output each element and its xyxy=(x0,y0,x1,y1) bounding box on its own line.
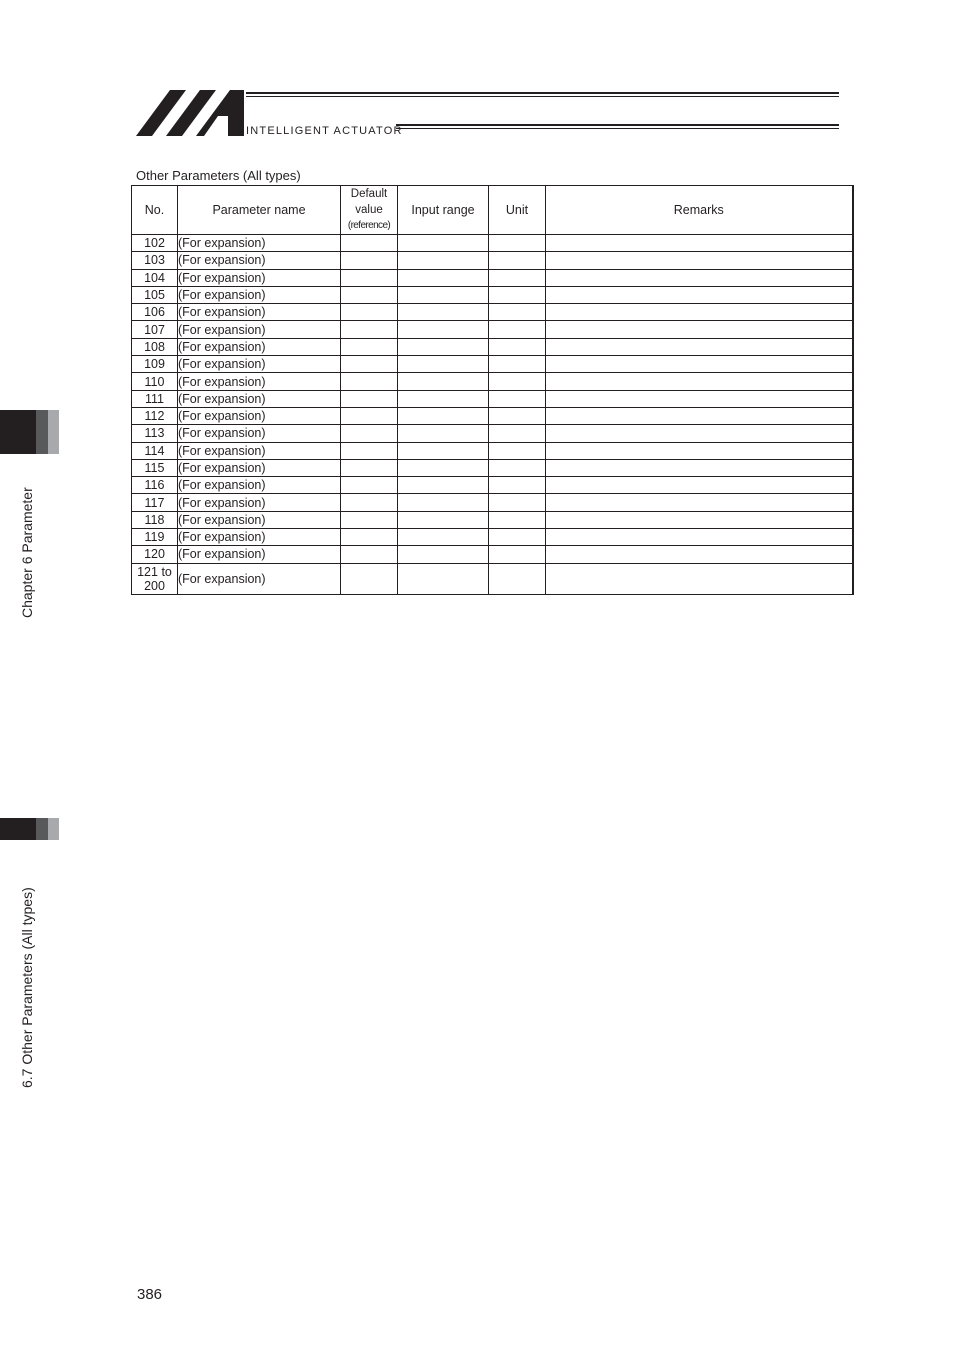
row-input-range xyxy=(398,546,489,563)
table-row xyxy=(132,407,853,424)
row-parameter-name: (For expansion) xyxy=(178,286,341,303)
row-unit xyxy=(489,373,546,390)
row-no: 103 xyxy=(132,252,178,269)
header-rule-top-thin xyxy=(246,96,839,97)
row-no-line1: 121 to xyxy=(137,564,172,579)
row-default-value xyxy=(341,304,398,321)
row-no-line2: 200 xyxy=(144,578,165,593)
row-input-range xyxy=(398,373,489,390)
row-no: 116 xyxy=(132,477,178,494)
row-unit xyxy=(489,442,546,459)
row-input-range xyxy=(398,338,489,355)
row-unit xyxy=(489,546,546,563)
row-input-range xyxy=(398,321,489,338)
table-row xyxy=(132,546,853,563)
section-tab-dark xyxy=(0,818,36,840)
row-parameter-name: (For expansion) xyxy=(178,321,341,338)
row-default-value xyxy=(341,529,398,546)
row-no: 105 xyxy=(132,286,178,303)
table-row xyxy=(132,338,853,355)
page-number: 386 xyxy=(137,1286,163,1303)
row-remarks xyxy=(546,235,853,252)
row-remarks xyxy=(546,477,853,494)
row-remarks xyxy=(546,373,853,390)
row-parameter-name: (For expansion) xyxy=(178,425,341,442)
chapter-tab-dark xyxy=(0,410,36,454)
row-unit xyxy=(489,407,546,424)
table-row xyxy=(132,321,853,338)
row-remarks xyxy=(546,407,853,424)
row-unit xyxy=(489,529,546,546)
row-parameter-name: (For expansion) xyxy=(178,338,341,355)
row-default-value xyxy=(341,546,398,563)
row-default-value xyxy=(341,286,398,303)
row-default-value xyxy=(341,494,398,511)
row-parameter-name: (For expansion) xyxy=(178,252,341,269)
row-no: 117 xyxy=(132,494,178,511)
row-parameter-name: (For expansion) xyxy=(178,546,341,563)
row-unit xyxy=(489,511,546,528)
row-input-range xyxy=(398,425,489,442)
row-input-range xyxy=(398,390,489,407)
table-row xyxy=(132,252,853,269)
row-parameter-name: (For expansion) xyxy=(178,390,341,407)
row-parameter-name: (For expansion) xyxy=(178,511,341,528)
row-no: 106 xyxy=(132,304,178,321)
row-remarks xyxy=(546,494,853,511)
chapter-label: Chapter 6 Parameter xyxy=(19,487,35,618)
row-parameter-name: (For expansion) xyxy=(178,304,341,321)
table-row xyxy=(132,511,853,528)
row-no: 111 xyxy=(132,390,178,407)
section-label: 6.7 Other Parameters (All types) xyxy=(19,887,35,1088)
row-remarks xyxy=(546,511,853,528)
row-unit xyxy=(489,477,546,494)
row-unit xyxy=(489,252,546,269)
row-remarks xyxy=(546,459,853,476)
row-no: 112 xyxy=(132,407,178,424)
row-remarks xyxy=(546,304,853,321)
row-parameter-name: (For expansion) xyxy=(178,269,341,286)
chapter-tab-light xyxy=(48,410,59,454)
row-default-value xyxy=(341,338,398,355)
row-input-range xyxy=(398,356,489,373)
row-input-range xyxy=(398,252,489,269)
row-remarks xyxy=(546,252,853,269)
table-header-row xyxy=(132,186,853,235)
section-tab-light xyxy=(48,818,59,840)
row-no: 107 xyxy=(132,321,178,338)
table-row xyxy=(132,494,853,511)
header-input-range: Input range xyxy=(398,186,489,235)
row-default-value xyxy=(341,235,398,252)
table-row xyxy=(132,356,853,373)
row-unit xyxy=(489,304,546,321)
row-input-range xyxy=(398,529,489,546)
table-row xyxy=(132,390,853,407)
row-default-value xyxy=(341,425,398,442)
table-row xyxy=(132,269,853,286)
row-default-value xyxy=(341,390,398,407)
header-rule-top xyxy=(246,92,839,94)
brand-text: INTELLIGENT ACTUATOR xyxy=(246,125,403,137)
iai-logo xyxy=(136,90,246,136)
row-remarks xyxy=(546,269,853,286)
row-parameter-name: (For expansion) xyxy=(178,356,341,373)
header-rule-bottom-thin xyxy=(396,128,839,129)
row-input-range xyxy=(398,511,489,528)
table-row xyxy=(132,477,853,494)
row-default-value xyxy=(341,442,398,459)
row-remarks xyxy=(546,338,853,355)
row-remarks xyxy=(546,286,853,303)
section-tab-mid xyxy=(36,818,48,840)
row-unit xyxy=(489,425,546,442)
header-default-line3: (reference) xyxy=(347,220,391,231)
table-row xyxy=(132,529,853,546)
row-parameter-name: (For expansion) xyxy=(178,494,341,511)
row-no: 102 xyxy=(132,235,178,252)
row-no: 104 xyxy=(132,269,178,286)
row-no: 114 xyxy=(132,442,178,459)
row-default-value xyxy=(341,321,398,338)
row-remarks xyxy=(546,529,853,546)
row-no: 109 xyxy=(132,356,178,373)
row-input-range xyxy=(398,563,489,594)
row-parameter-name: (For expansion) xyxy=(178,442,341,459)
row-unit xyxy=(489,356,546,373)
table-row xyxy=(132,235,853,252)
row-remarks xyxy=(546,356,853,373)
header-rule-bottom xyxy=(396,124,839,126)
row-default-value xyxy=(341,477,398,494)
row-parameter-name: (For expansion) xyxy=(178,459,341,476)
table-row xyxy=(132,286,853,303)
row-no: 118 xyxy=(132,511,178,528)
header-no: No. xyxy=(132,186,178,235)
header-default-line2: value xyxy=(355,204,383,216)
header-unit: Unit xyxy=(489,186,546,235)
row-default-value xyxy=(341,459,398,476)
row-input-range xyxy=(398,477,489,494)
row-unit xyxy=(489,338,546,355)
row-default-value xyxy=(341,563,398,594)
row-no: 113 xyxy=(132,425,178,442)
row-unit xyxy=(489,321,546,338)
row-default-value xyxy=(341,407,398,424)
table-row xyxy=(132,442,853,459)
header-default-line1: Default xyxy=(350,188,388,200)
row-remarks xyxy=(546,442,853,459)
table-row xyxy=(132,425,853,442)
row-remarks xyxy=(546,425,853,442)
row-parameter-name: (For expansion) xyxy=(178,373,341,390)
row-unit xyxy=(489,494,546,511)
row-no: 110 xyxy=(132,373,178,390)
row-input-range xyxy=(398,494,489,511)
row-remarks xyxy=(546,563,853,594)
row-default-value xyxy=(341,356,398,373)
row-remarks xyxy=(546,390,853,407)
row-parameter-name: (For expansion) xyxy=(178,477,341,494)
table-row-last xyxy=(132,563,853,594)
row-input-range xyxy=(398,459,489,476)
table-row xyxy=(132,459,853,476)
row-no: 108 xyxy=(132,338,178,355)
header-parameter-name: Parameter name xyxy=(178,186,341,235)
row-remarks xyxy=(546,546,853,563)
row-default-value xyxy=(341,373,398,390)
table-row xyxy=(132,304,853,321)
row-default-value xyxy=(341,252,398,269)
row-input-range xyxy=(398,407,489,424)
row-no: 120 xyxy=(132,546,178,563)
row-parameter-name: (For expansion) xyxy=(178,407,341,424)
row-parameter-name: (For expansion) xyxy=(178,563,341,594)
table-row xyxy=(132,373,853,390)
row-no: 119 xyxy=(132,529,178,546)
table-title: Other Parameters (All types) xyxy=(136,168,301,183)
row-unit xyxy=(489,269,546,286)
row-parameter-name: (For expansion) xyxy=(178,235,341,252)
row-unit xyxy=(489,286,546,303)
parameter-table xyxy=(131,185,854,595)
chapter-tab-mid xyxy=(36,410,48,454)
row-no xyxy=(132,563,178,594)
row-input-range xyxy=(398,442,489,459)
header-default-value xyxy=(341,186,398,235)
row-unit xyxy=(489,235,546,252)
row-default-value xyxy=(341,269,398,286)
row-unit xyxy=(489,563,546,594)
row-default-value xyxy=(341,511,398,528)
header-remarks: Remarks xyxy=(546,186,853,235)
row-unit xyxy=(489,390,546,407)
row-input-range xyxy=(398,304,489,321)
row-input-range xyxy=(398,286,489,303)
row-input-range xyxy=(398,269,489,286)
row-no: 115 xyxy=(132,459,178,476)
row-input-range xyxy=(398,235,489,252)
row-unit xyxy=(489,459,546,476)
row-parameter-name: (For expansion) xyxy=(178,529,341,546)
row-remarks xyxy=(546,321,853,338)
